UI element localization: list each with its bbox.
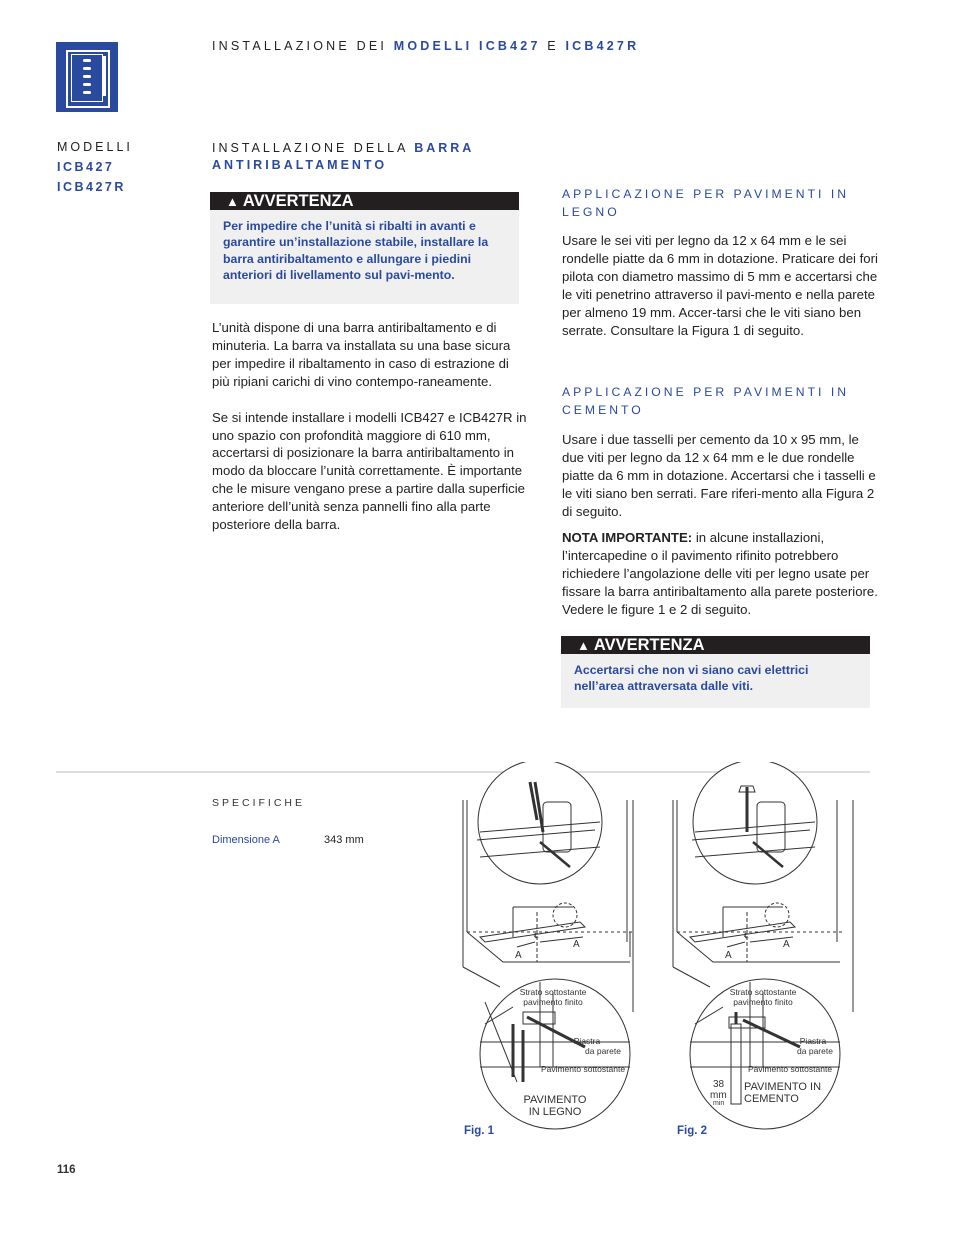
header-and: E [540, 39, 566, 53]
section-title-bold1: BARRA [414, 141, 475, 155]
fig2-centerline: ℄ [744, 933, 749, 940]
logo-bottle-icon [83, 75, 91, 78]
fig2-label-a1: A [725, 950, 732, 961]
wood-heading: APPLICAZIONE PER PAVIMENTI IN LEGNO [562, 187, 850, 219]
fig1-floor-2: IN LEGNO [528, 1106, 582, 1118]
wood-text: Usare le sei viti per legno da 12 x 64 mm e le sei rondelle piatte da 6 mm in dotazione. Praticare dei fori pilota con diametro massimo di 5 mm e accertarsi che le viti penetrino attraverso il pavi-mento e nella parete per almeno 19 mm. Accer-tarsi che le viti siano ben serrate. Consultare la Figura 1 di seguito. [562, 233, 878, 338]
fig1-wall-plate-1: Piastra [573, 1036, 601, 1046]
warning-icon: ▲ [577, 638, 590, 653]
concrete-text: Usare i due tasselli per cemento da 10 x 95 mm, le due viti per legno da 12 x 64 mm e le due rondelle piatte da 6 mm in dotazione. Accertarsi che i tasselli e le viti siano ben serrati. Fare riferi-mento alla Figura 2 di seguito. [562, 432, 876, 519]
logo-bottle-icon [83, 91, 91, 94]
section-title [212, 140, 474, 174]
note-label: NOTA IMPORTANTE: [562, 530, 693, 545]
fig2-depth-min: min [713, 1100, 725, 1107]
warning-label: AVVERTENZA [593, 636, 705, 654]
section-title-prefix: INSTALLAZIONE DELLA [212, 141, 415, 155]
brand-logo [56, 42, 118, 112]
dimension-value: 343 mm [324, 834, 364, 846]
page-header [212, 39, 639, 53]
logo-bottle-icon [83, 59, 91, 62]
fig2-label-a2: A [783, 939, 790, 950]
warning-label: AVVERTENZA [242, 192, 354, 210]
figure-2-diagram [665, 762, 865, 1132]
warning-bar [210, 192, 519, 210]
logo-handle [103, 56, 106, 96]
warning-icon: ▲ [226, 194, 239, 209]
fig2-wall-plate-1: Piastra [799, 1036, 827, 1046]
fig2-subfloor-top: Strato sottostante [729, 987, 797, 997]
fig2-subfloor-bottom: pavimento finito [733, 997, 793, 1007]
paragraph: Se si intende installare i modelli ICB427 e ICB427R in uno spazio con profondità maggiore di 610 mm, accertarsi di posizionare la barra antiribaltamento in modo da bloccare l’unità correttamente. È importante che le misure vengano prese a partire dalla superficie anteriore dell’unità senza pannelli fino alla parte posteriore della barra. [212, 409, 527, 533]
fig2-wall-plate-2: da parete [797, 1046, 833, 1056]
warning-box [210, 192, 519, 304]
warning-text: Accertarsi che non vi siano cavi elettrici nell’area attraversata dalle viti. [574, 663, 809, 694]
fig2-floor-1: PAVIMENTO IN [744, 1081, 822, 1093]
left-body [212, 319, 530, 552]
header-prefix: INSTALLAZIONE DEI [212, 39, 394, 53]
logo-bottle-icon [83, 67, 91, 70]
fig2-depth-value: 38 [713, 1079, 725, 1090]
header-model: MODELLI ICB427 [393, 39, 541, 53]
header-model2: ICB427R [565, 39, 640, 53]
fig2-floor-2: CEMENTO [744, 1093, 799, 1105]
fig1-subfloor: Pavimento sottostante [540, 1064, 626, 1074]
note-text: in alcune installazioni, l’intercapedine o il pavimento rifinito potrebbero richiedere l’angolazione delle viti per legno usate per fissare la barra antiribaltamento alla parete posteriore. Vedere le figure 1 e 2 di seguito. [562, 530, 878, 617]
dimension-label: Dimensione A [212, 834, 280, 846]
fig1-subfloor-bottom: pavimento finito [523, 997, 583, 1007]
important-note [562, 529, 880, 619]
page-number: 116 [57, 1164, 76, 1176]
figure-2-caption: Fig. 2 [677, 1125, 708, 1137]
model-item: ICB427 [57, 160, 115, 174]
specs-label: SPECIFICHE [212, 797, 306, 809]
warning-box-2 [561, 636, 870, 708]
warning-text: Per impedire che l’unità si ribalti in avanti e garantire un’installazione stabile, installare la barra antiribaltamento e allungare i piedini anteriori di livellamento sul pavi-mento. [223, 219, 489, 282]
fig2-subfloor: Pavimento sottostante [747, 1064, 833, 1074]
fig1-label-a1: A [515, 950, 522, 961]
fig1-label-a2: A [573, 939, 580, 950]
concrete-heading: APPLICAZIONE PER PAVIMENTI IN CEMENTO [562, 385, 850, 417]
model-item: ICB427R [57, 180, 126, 194]
fig1-floor-1: PAVIMENTO [523, 1094, 587, 1106]
figure-1-diagram [455, 762, 655, 1132]
logo-bottle-icon [83, 83, 91, 86]
fig1-centerline: ℄ [534, 933, 539, 940]
models-label: MODELLI [57, 140, 133, 154]
warning-bar [561, 636, 870, 654]
figure-1-caption: Fig. 1 [464, 1125, 495, 1137]
paragraph: L’unità dispone di una barra antiribaltamento e di minuteria. La barra va installata su una base sicura per impedire il ribaltamento in caso di estrazione di più ripiani carichi di vino contempo-raneamente. [212, 320, 511, 389]
section-title-bold2: ANTIRIBALTAMENTO [212, 158, 388, 172]
fig1-subfloor-top: Strato sottostante [519, 987, 587, 997]
fig2-depth-unit: mm [710, 1090, 727, 1101]
fig1-wall-plate-2: da parete [585, 1046, 621, 1056]
